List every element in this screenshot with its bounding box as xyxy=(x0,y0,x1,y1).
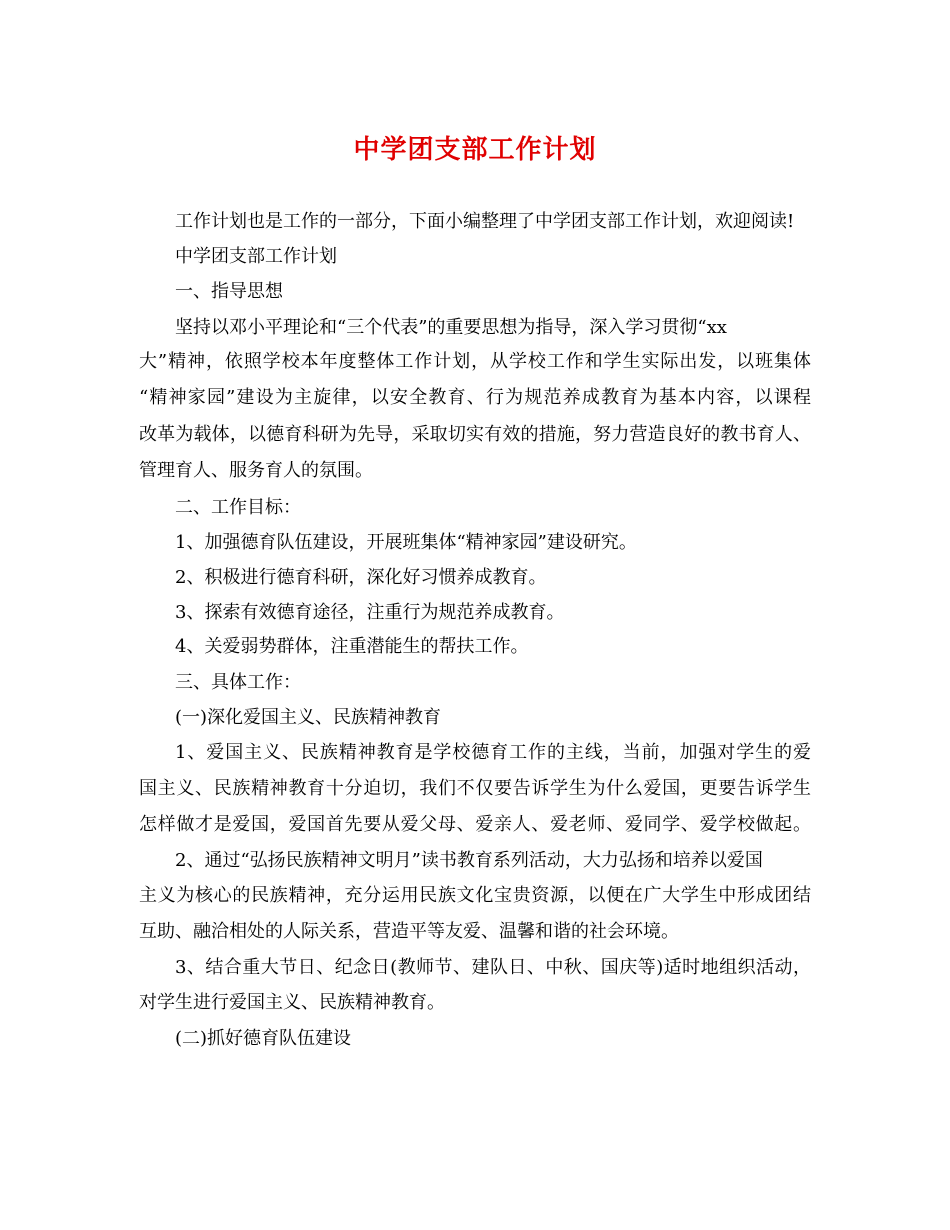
paragraph-line: “精神家园”建设为主旋律，以安全教育、行为规范养成教育为基本内容，以课程 xyxy=(139,387,811,408)
subsection-heading: (二)抓好德育队伍建设 xyxy=(175,1028,352,1049)
paragraph-line: 主义为核心的民族精神，充分运用民族文化宝贵资源，以便在广大学生中形成团结 xyxy=(139,885,811,906)
paragraph-line: 互助、融洽相处的人际关系，营造平等友爱、温馨和谐的社会环境。 xyxy=(139,921,679,942)
subtitle-line: 中学团支部工作计划 xyxy=(175,246,337,267)
paragraph-line: 3、结合重大节日、纪念日(教师节、建队日、中秋、国庆等)适时地组织活动， xyxy=(175,957,811,978)
list-item: 4、关爱弱势群体，注重潜能生的帮扶工作。 xyxy=(175,636,529,657)
paragraph-line: 大”精神，依照学校本年度整体工作计划，从学校工作和学生实际出发，以班集体 xyxy=(139,351,811,372)
list-item: 3、探索有效德育途径，注重行为规范养成教育。 xyxy=(175,602,565,623)
intro-paragraph: 工作计划也是工作的一部分，下面小编整理了中学团支部工作计划，欢迎阅读! xyxy=(175,211,795,232)
paragraph-line: 1、爱国主义、民族精神教育是学校德育工作的主线，当前，加强对学生的爱 xyxy=(175,742,811,763)
paragraph-line: 管理育人、服务育人的氛围。 xyxy=(139,460,373,481)
paragraph-line: 改革为载体，以德育科研为先导，采取切实有效的措施，努力营造良好的教书育人、 xyxy=(139,424,811,445)
section-heading-3: 三、具体工作： xyxy=(175,672,301,693)
paragraph-line: 国主义、民族精神教育十分迫切，我们不仅要告诉学生为什么爱国，更要告诉学生 xyxy=(139,778,811,799)
paragraph-line: 坚持以邓小平理论和“三个代表”的重要思想为指导，深入学习贯彻“xx xyxy=(175,317,727,338)
paragraph-line: 对学生进行爱国主义、民族精神教育。 xyxy=(139,992,445,1013)
list-item: 1、加强德育队伍建设，开展班集体“精神家园”建设研究。 xyxy=(175,532,637,553)
section-heading-2: 二、工作目标： xyxy=(175,497,301,518)
paragraph-line: 2、通过“弘扬民族精神文明月”读书教育系列活动，大力弘扬和培养以爱国 xyxy=(175,850,763,871)
paragraph-line: 怎样做才是爱国，爱国首先要从爱父母、爱亲人、爱老师、爱同学、爱学校做起。 xyxy=(139,814,811,835)
section-heading-1: 一、指导思想 xyxy=(175,281,283,302)
subsection-heading: (一)深化爱国主义、民族精神教育 xyxy=(175,707,442,728)
document-title: 中学团支部工作计划 xyxy=(353,135,597,165)
list-item: 2、积极进行德育科研，深化好习惯养成教育。 xyxy=(175,567,547,588)
